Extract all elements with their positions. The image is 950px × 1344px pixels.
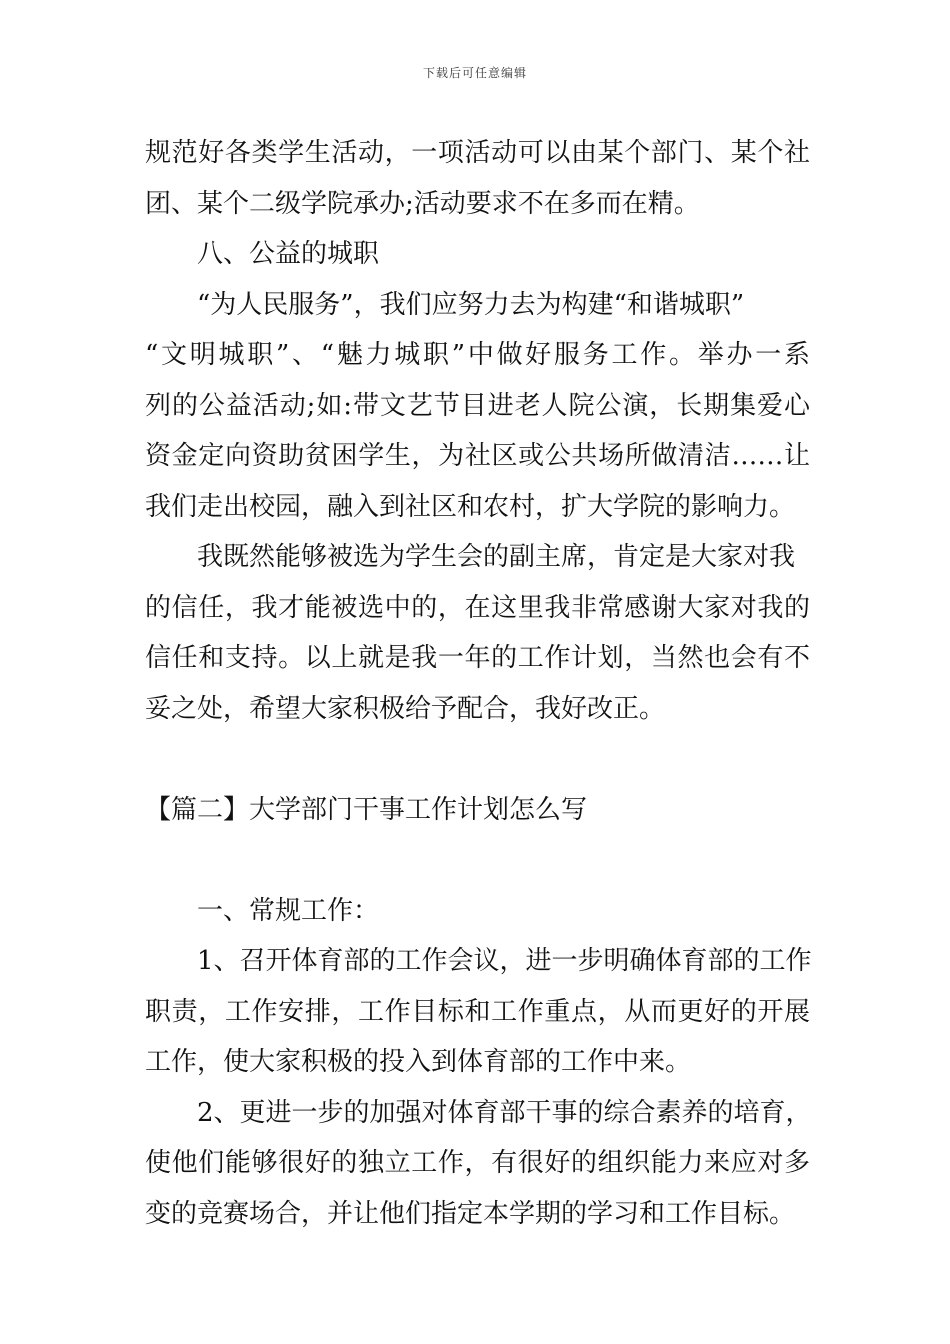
paragraph-line: 列的公益活动;如:带文艺节目进老人院公演，长期集爱心 [145,390,810,421]
paragraph-line: 我们走出校园，融入到社区和农村，扩大学院的影响力。 [145,491,796,522]
paragraph-line: 团、某个二级学院承办;活动要求不在多而在精。 [145,188,700,219]
paragraph-line: 1、召开体育部的工作会议，进一步明确体育部的工作 [197,946,812,976]
paragraph-line: 信任和支持。以上就是我一年的工作计划，当然也会有不 [145,643,810,673]
paragraph-line: “为人民服务”，我们应努力去为构建“和谐城职” [197,289,745,320]
paragraph-line: 我既然能够被选为学生会的副主席，肯定是大家对我 [197,542,796,572]
paragraph-line: 规范好各类学生活动，一项活动可以由某个部门、某个社 [145,138,810,168]
section-heading: 一、常规工作： [197,895,380,926]
document-body [145,128,810,1239]
spacer [145,835,810,886]
paragraph-line: 的信任，我才能被选中的，在这里我非常感谢大家对我的 [145,592,810,623]
paragraph-line: 妥之处，希望大家积极给予配合，我好改正。 [145,693,666,724]
paragraph-line: 2、更进一步的加强对体育部干事的综合素养的培育， [197,1097,812,1128]
section-heading: 八、公益的城职 [197,239,380,269]
paragraph-line: 变的竞赛场合，并让他们指定本学期的学习和工作目标。 [145,1198,796,1229]
paragraph-line: 工作，使大家积极的投入到体育部的工作中来。 [145,1047,692,1077]
spacer [145,734,810,785]
paragraph-line: 使他们能够很好的独立工作，有很好的组织能力来应对多 [145,1148,810,1178]
paragraph-line: 职责，工作安排，工作目标和工作重点，从而更好的开展 [145,996,810,1027]
page-header: 下载后可任意编辑 [422,66,527,80]
section-title: 【篇二】大学部门干事工作计划怎么写 [145,794,588,825]
paragraph-line: 资金定向资助贫困学生，为社区或公共场所做清洁……让 [145,441,810,471]
paragraph-line: “文明城职”、“魅力城职”中做好服务工作。举办一系 [145,340,810,370]
